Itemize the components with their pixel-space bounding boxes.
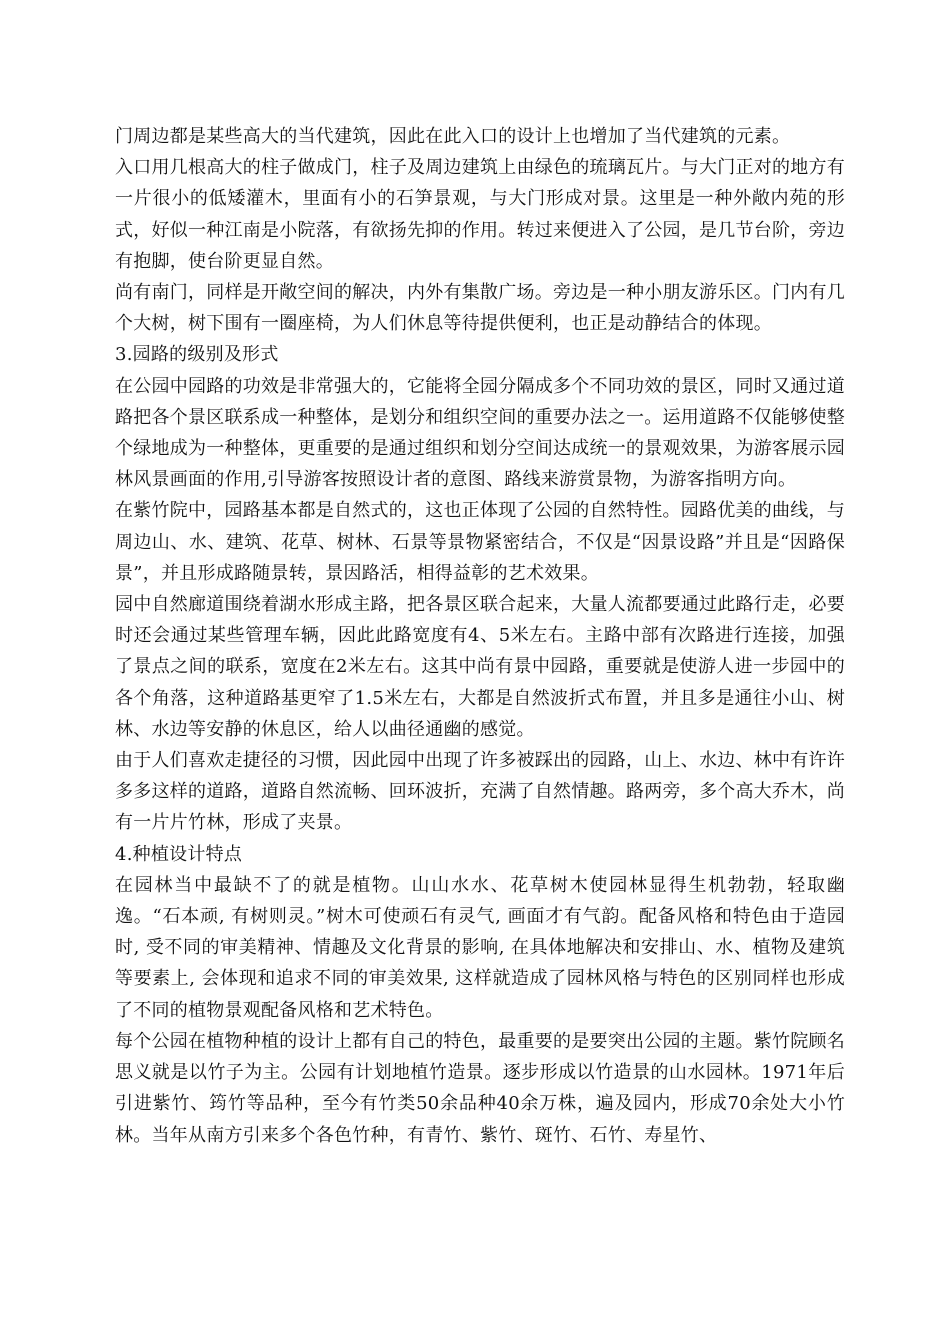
- para-gate-surroundings: 门周边都是某些高大的当代建筑，因此在此入口的设计上也增加了当代建筑的元素。: [115, 126, 791, 147]
- para-plants-essential: 在园林当中最缺不了的就是植物。山山水水、花草树木使园林显得生机勃勃，轻取幽逸。“石本顽, 有树则灵。”树木可使顽石有灵气, 画面才有气韵。配备风格和特色由于造园时, 受不同的审美精神、情趣及文化背景的影响, 在具体地解决和安排山、水、植物及建筑等要素上, 会体现和追求不同的审美效果, 这样就造成了园林风格与特色的区别同样也形成了不同的植物景观配备风格和艺术特色。: [115, 874, 845, 1021]
- para-trodden-paths: 由于人们喜欢走捷径的习惯，因此园中出现了许多被踩出的园路，山上、水边、林中有许许多多这样的道路，道路自然流畅、回环波折，充满了自然情趣。路两旁，多个高大乔木，尚有一片片竹林，形成了夹景。: [115, 750, 845, 834]
- para-road-function: 在公园中园路的功效是非常强大的，它能将全园分隔成多个不同功效的景区，同时又通过道路把各个景区联系成一种整体，是划分和组织空间的重要办法之一。运用道路不仅能够使整个绿地成为一种整体，更重要的是通过组织和划分空间达成统一的景观效果，为游客展示园林风景画面的作用,引导游客按照设计者的意图、路线来游赏景物，为游客指明方向。: [115, 375, 845, 491]
- heading-section-3: 3.园路的级别及形式: [115, 344, 279, 366]
- para-main-road: 园中自然廊道围绕着湖水形成主路，把各景区联合起来，大量人流都要通过此路行走，必要时还会通过某些管理车辆，因此此路宽度有4、5米左右。主路中部有次路进行连接，加强了景点之间的联系，宽度在2米左右。这其中尚有景中园路，重要就是使游人进一步园中的各个角落，这种道路基更窄了1.5米左右，大都是自然波折式布置，并且多是通往小山、树林、水边等安静的休息区，给人以曲径通幽的感觉。: [115, 594, 845, 740]
- document-body: [115, 121, 845, 1151]
- para-bamboo-theme: 每个公园在植物种植的设计上都有自己的特色，最重要的是要突出公园的主题。紫竹院顾名思义就是以竹子为主。公园有计划地植竹造景。逐步形成以竹造景的山水园林。1971年后引进紫竹、筠竹等品种，至今有竹类50余品种40余万株，遍及园内，形成70余处大小竹林。当年从南方引来多个各色竹种，有青竹、紫竹、斑竹、石竹、寿星竹、: [115, 1030, 845, 1146]
- heading-section-4: 4.种植设计特点: [115, 843, 243, 865]
- para-entrance-design: 入口用几根高大的柱子做成门，柱子及周边建筑上由绿色的琉璃瓦片。与大门正对的地方有一片很小的低矮灌木，里面有小的石笋景观，与大门形成对景。这里是一种外敞内苑的形式，好似一种江南是小院落，有欲扬先抑的作用。转过来便进入了公园，是几节台阶，旁边有抱脚，使台阶更显自然。: [115, 157, 845, 272]
- para-south-gate: 尚有南门，同样是开敞空间的解决，内外有集散广场。旁边是一种小朋友游乐区。门内有几个大树，树下围有一圈座椅，为人们休息等待提供便利，也正是动静结合的体现。: [115, 282, 845, 335]
- para-natural-roads: 在紫竹院中，园路基本都是自然式的，这也正体现了公园的自然特性。园路优美的曲线，与周边山、水、建筑、花草、树林、石景等景物紧密结合，不仅是“因景设路”并且是“因路保景”，并且形成路随景转，景因路活，相得益彰的艺术效果。: [115, 500, 845, 584]
